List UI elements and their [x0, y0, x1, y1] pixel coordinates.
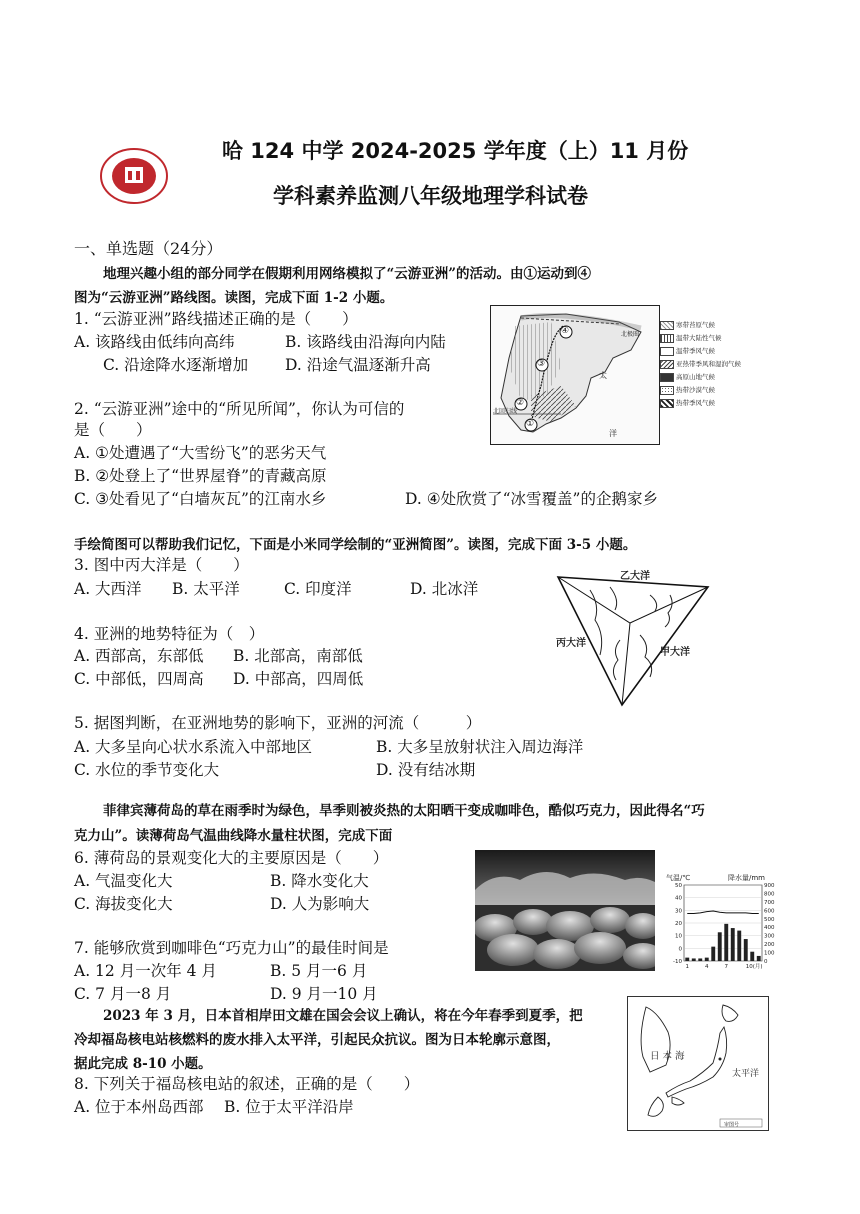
japan-label-pacific: 太平洋 [732, 1069, 760, 1079]
q4-option-d: D. 中部高，四周低 [233, 670, 364, 688]
q6-option-a: A. 气温变化大 [74, 872, 173, 890]
q4-option-b: B. 北部高，南部低 [233, 647, 363, 665]
japan-label-sea-of-japan: 日 本 海 [650, 1051, 685, 1062]
climate-precip-axis-label: 降水量/mm [728, 874, 765, 882]
q3-option-a: A. 大西洋 [74, 580, 142, 598]
q1-stem: 1. “云游亚洲”路线描述正确的是（ ） [74, 310, 358, 328]
q2-stem-line1: 2. “云游亚洲”途中的“所见所闻”，你认为可信的 [74, 400, 405, 418]
climate-temp-tick-label: -10 [673, 959, 682, 965]
climate-chart [662, 873, 780, 973]
climate-precip-bar [750, 952, 754, 961]
q6-option-c: C. 海拔变化大 [74, 895, 173, 913]
climate-x-tick-label: 7 [724, 964, 728, 970]
climate-precip-bar [731, 928, 735, 961]
map-label-tropic: 北回归线 [493, 408, 518, 415]
climate-temp-tick-label: 30 [675, 908, 682, 915]
q7-option-d: D. 9 月一10 月 [270, 985, 378, 1003]
q6-stem: 6. 薄荷岛的景观变化大的主要原因是（ ） [74, 849, 389, 867]
asia-route-map [490, 305, 660, 445]
legend-item-2: 温带大陆性气候 [676, 334, 722, 342]
map-point-3: ③ [537, 359, 546, 369]
climate-precip-bar [744, 939, 748, 961]
climate-precip-bar [718, 932, 722, 961]
q3-stem: 3. 图中丙大洋是（ ） [74, 556, 249, 574]
group4-intro-line2: 冷却福岛核电站核燃料的废水排入太平洋，引起民众抗议。图为日本轮廓示意图， [74, 1032, 560, 1048]
q5-option-d: D. 没有结冰期 [376, 761, 476, 779]
q3-option-b: B. 太平洋 [172, 580, 240, 598]
q5-stem: 5. 据图判断，在亚洲地势的影响下，亚洲的河流（ ） [74, 714, 482, 732]
chocolate-hills-photo [475, 850, 655, 971]
q3-option-d: D. 北冰洋 [410, 580, 479, 598]
climate-precip-tick-label: 500 [764, 916, 775, 923]
q5-option-b: B. 大多呈放射状注入周边海洋 [376, 738, 584, 756]
q2-option-d: D. ④处欣赏了“冰雪覆盖”的企鹅家乡 [405, 490, 658, 508]
q7-stem: 7. 能够欣赏到咖啡色“巧克力山”的最佳时间是 [74, 939, 389, 957]
japan-outline-map [627, 996, 769, 1131]
climate-precip-tick-label: 400 [764, 925, 775, 932]
map-label-pacific-b: 洋 [609, 429, 617, 438]
q7-option-b: B. 5 月一6 月 [270, 962, 368, 980]
q5-option-a: A. 大多呈向心状水系流入中部地区 [74, 738, 313, 756]
legend-item-4: 亚热带季风和湿润气候 [676, 360, 741, 368]
exam-title-line2: 学科素养监测八年级地理学科试卷 [273, 184, 588, 208]
climate-precip-bar [698, 958, 702, 961]
q4-option-c: C. 中部低，四周高 [74, 670, 204, 688]
climate-precip-tick-label: 200 [764, 942, 775, 949]
map-label-pacific-a: 太 [599, 371, 607, 380]
climate-precip-tick-label: 700 [764, 899, 775, 906]
climate-temp-tick-label: 10 [675, 933, 682, 940]
sketch-label-bing: 丙大洋 [556, 638, 586, 649]
climate-precip-bar [705, 958, 709, 961]
group1-intro-line2: 图为“云游亚洲”路线图。读图，完成下面 1-2 小题。 [74, 290, 394, 306]
q2-option-c: C. ③处看见了“白墙灰瓦”的江南水乡 [74, 490, 327, 508]
climate-precip-tick-label: 600 [764, 908, 775, 915]
climate-x-tick-label: 4 [705, 964, 709, 970]
q4-option-a: A. 西部高，东部低 [74, 647, 204, 665]
climate-precip-tick-label: 900 [764, 883, 775, 889]
legend-item-5: 高原山地气候 [676, 373, 715, 381]
climate-precip-tick-label: 0 [764, 959, 768, 965]
q4-stem: 4. 亚洲的地势特征为（ ） [74, 625, 265, 643]
climate-temp-tick-label: 40 [675, 895, 682, 902]
group3-intro-line1: 菲律宾薄荷岛的草在雨季时为绿色，旱季则被炎热的太阳晒干变成咖啡色，酷似巧克力，因此得名“巧 [103, 803, 705, 819]
map-point-1: ① [526, 419, 535, 429]
q1-option-c: C. 沿途降水逐渐增加 [103, 356, 249, 374]
map-point-4: ④ [561, 326, 570, 336]
climate-precip-bar [757, 956, 761, 961]
q2-option-b: B. ②处登上了“世界屋脊”的青藏高原 [74, 467, 327, 485]
group4-intro-line1: 2023 年 3 月，日本首相岸田文雄在国会会议上确认，将在今年春季到夏季，把 [103, 1008, 583, 1024]
q8-stem: 8. 下列关于福岛核电站的叙述，正确的是（ ） [74, 1075, 420, 1093]
q6-option-b: B. 降水变化大 [270, 872, 369, 890]
climate-temp-tick-label: 0 [678, 946, 682, 953]
climate-precip-bar [685, 958, 689, 961]
climate-temp-tick-label: 20 [675, 921, 682, 927]
climate-temp-line [687, 911, 759, 914]
legend-item-1: 寒带苔原气候 [676, 321, 715, 329]
legend-item-7: 热带季风气候 [676, 399, 715, 407]
q1-option-a: A. 该路线由低纬向高纬 [74, 333, 235, 351]
climate-precip-tick-label: 800 [764, 891, 775, 898]
japan-map-approval-tag: 审图号 [724, 1122, 740, 1128]
q1-option-d: D. 沿途气温逐渐升高 [285, 356, 431, 374]
legend-item-3: 温带季风气候 [676, 347, 715, 355]
group4-intro-line3: 据此完成 8-10 小题。 [74, 1056, 212, 1072]
map-legend-panel [660, 321, 741, 421]
sketch-label-jia: 甲大洋 [660, 647, 690, 658]
exam-title-line1: 哈 124 中学 2024-2025 学年度（上）11 月份 [222, 139, 689, 163]
climate-precip-tick-label: 300 [764, 933, 775, 940]
sketch-label-yi: 乙大洋 [620, 571, 650, 582]
q6-option-d: D. 人为影响大 [270, 895, 370, 913]
climate-precip-bar [692, 958, 696, 961]
group1-intro-line1: 地理兴趣小组的部分同学在假期利用网络模拟了“云游亚洲”的活动。由①运动到④ [103, 266, 592, 282]
group2-intro: 手绘简图可以帮助我们记忆，下面是小米同学绘制的“亚洲简图”。读图，完成下面 3-5 小题。 [74, 537, 637, 553]
group3-intro-line2: 克力山”。读薄荷岛气温曲线降水量柱状图，完成下面 [74, 828, 393, 844]
climate-temp-tick-label: 50 [675, 883, 682, 889]
climate-x-tick-label: 10(月) [745, 964, 763, 970]
climate-precip-bar [711, 947, 715, 961]
climate-temp-axis-label: 气温/℃ [666, 874, 691, 882]
school-seal-logo [99, 147, 169, 205]
legend-item-6: 热带沙漠气候 [676, 386, 715, 394]
climate-precip-bar [724, 924, 728, 961]
q3-option-c: C. 印度洋 [284, 580, 352, 598]
map-point-2: ② [516, 398, 525, 408]
asia-sketch-diagram [550, 565, 720, 710]
climate-x-tick-label: 1 [685, 964, 689, 970]
section-heading: 一、单选题（24分） [74, 239, 223, 258]
q7-option-c: C. 7 月一8 月 [74, 985, 172, 1003]
q5-option-c: C. 水位的季节变化大 [74, 761, 220, 779]
climate-precip-tick-label: 100 [764, 950, 775, 957]
q8-option-a: A. 位于本州岛西部 [74, 1098, 204, 1116]
q8-option-b: B. 位于太平洋沿岸 [224, 1098, 354, 1116]
q1-option-b: B. 该路线由沿海向内陆 [285, 333, 446, 351]
q2-option-a: A. ①处遭遇了“大雪纷飞”的恶劣天气 [74, 444, 327, 462]
q7-option-a: A. 12 月一次年 4 月 [74, 962, 217, 980]
climate-precip-bar [737, 931, 741, 961]
q2-stem-line2: 是（ ） [74, 421, 152, 439]
map-label-arctic-circle: 北极圈 [621, 331, 640, 338]
